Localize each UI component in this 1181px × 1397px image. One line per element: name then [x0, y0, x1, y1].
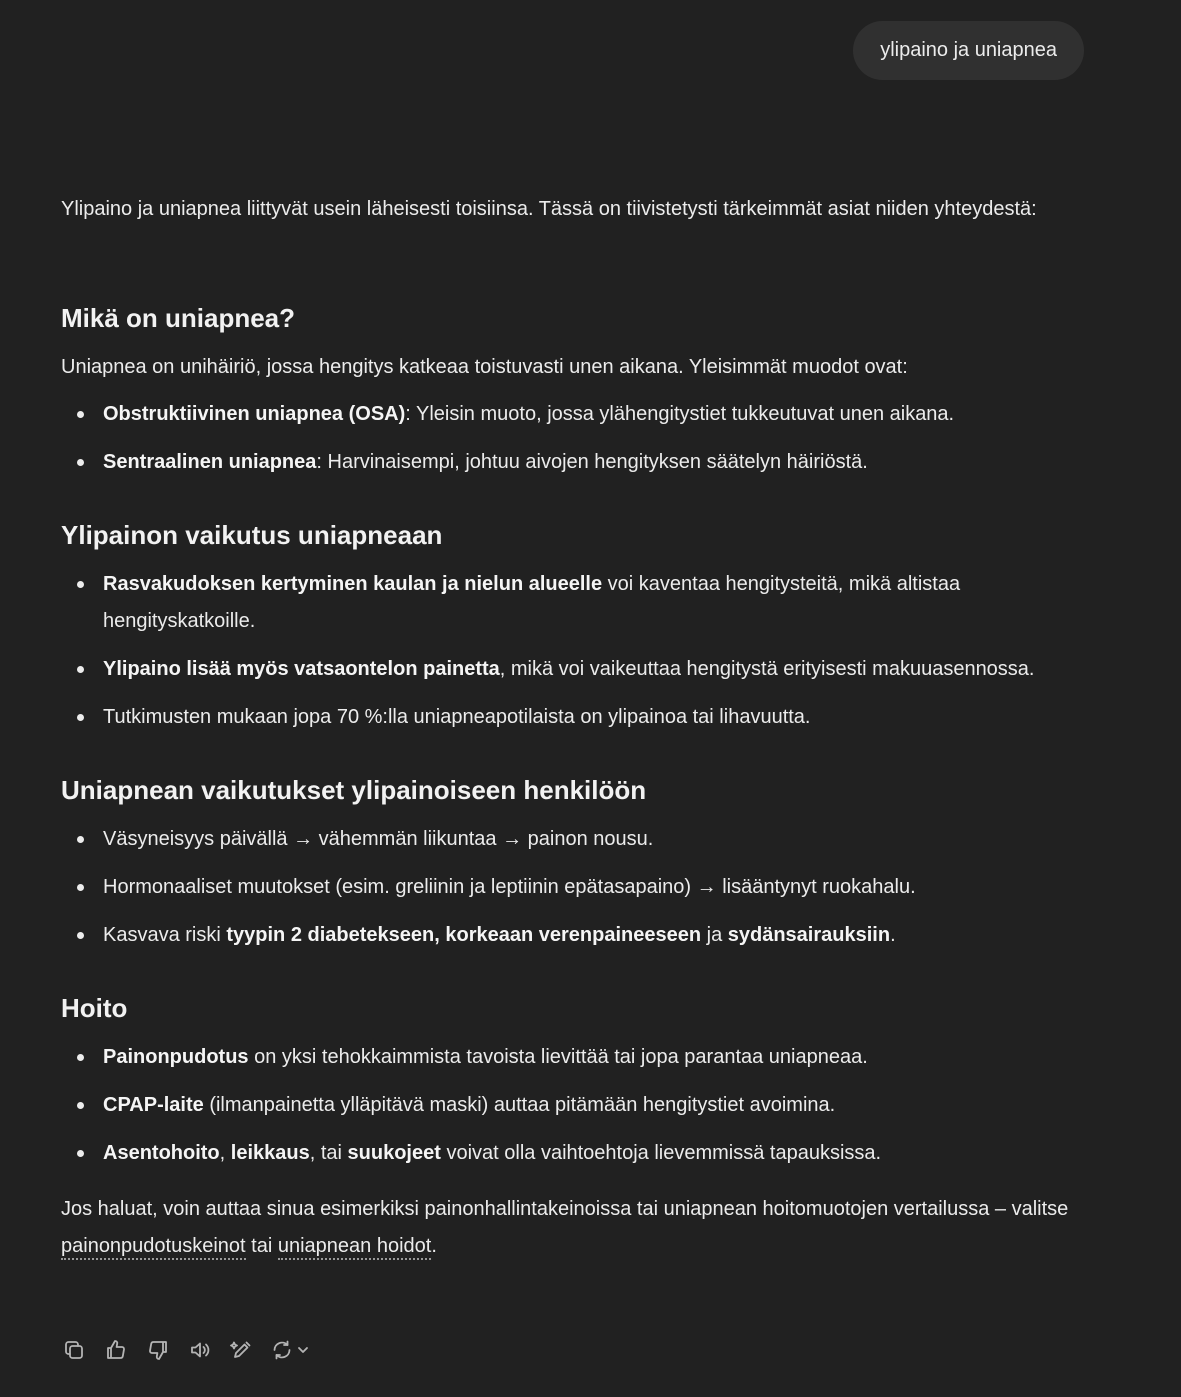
- assistant-response: [61, 191, 1091, 1265]
- intro-paragraph: Ylipaino ja uniapnea liittyvät usein läheisesti toisiinsa. Tässä on tiivistetysti tärkeimmät asiat niiden yhteydestä:: [61, 198, 1037, 220]
- thumbs-down-icon: [146, 1338, 170, 1362]
- section-what-is-sleep-apnea: [61, 264, 1091, 481]
- list-item: Väsyneisyys päivällä → vähemmän liikuntaa → painon nousu.: [61, 821, 1091, 858]
- list-item: Rasvakudoksen kertyminen kaulan ja nielun alueelle voi kaventaa hengitysteitä, mikä altistaa hengityskatkoille.: [61, 566, 1091, 640]
- outro-paragraph: Jos haluat, voin auttaa sinua esimerkiksi painonhallintakeinoissa tai uniapnean hoitomuotojen vertailussa – valitse painonpudotuskeinot tai uniapnean hoidot.: [61, 1191, 1091, 1265]
- edit-button[interactable]: [228, 1336, 256, 1364]
- section-overweight-effect: [61, 492, 1091, 736]
- bad-response-button[interactable]: [144, 1336, 172, 1364]
- list-item: Hormonaaliset muutokset (esim. greliinin ja leptiinin epätasapaino) → lisääntynyt ruokahalu.: [61, 869, 1091, 906]
- list-item: Asentohoito, leikkaus, tai suukojeet voivat olla vaihtoehtoja lievemmissä tapauksissa.: [61, 1135, 1091, 1172]
- copy-icon: [62, 1338, 86, 1362]
- section-apnea-effects: [61, 747, 1091, 954]
- edit-icon: [230, 1338, 254, 1362]
- list-item: Obstruktiivinen uniapnea (OSA): Yleisin muoto, jossa ylähengitystiet tukkeutuvat unen aikana.: [61, 396, 1091, 433]
- suggestion-link-apnea-treatments[interactable]: uniapnean hoidot: [278, 1235, 431, 1260]
- section-heading: Mikä on uniapnea?: [61, 303, 296, 333]
- bullet-list: [61, 566, 1091, 736]
- list-item: Tutkimusten mukaan jopa 70 %:lla uniapneapotilaista on ylipainoa tai lihavuutta.: [61, 699, 1091, 736]
- section-treatment: [61, 965, 1091, 1172]
- regenerate-button[interactable]: [270, 1336, 310, 1364]
- list-item: Sentraalinen uniapnea: Harvinaisempi, johtuu aivojen hengityksen säätelyn häiriöstä.: [61, 444, 1091, 481]
- regenerate-icon: [270, 1338, 294, 1362]
- copy-button[interactable]: [60, 1336, 88, 1364]
- read-aloud-icon: [188, 1338, 212, 1362]
- list-item: Kasvava riski tyypin 2 diabetekseen, korkeaan verenpaineeseen ja sydänsairauksiin.: [61, 917, 1091, 954]
- section-heading: Ylipainon vaikutus uniapneaan: [61, 520, 443, 550]
- section-lead: Uniapnea on unihäiriö, jossa hengitys katkeaa toistuvasti unen aikana. Yleisimmät muodot ovat:: [61, 356, 908, 378]
- bullet-list: [61, 396, 1091, 481]
- section-heading: Uniapnean vaikutukset ylipainoiseen henkilöön: [61, 775, 647, 805]
- user-message-bubble: ylipaino ja uniapnea: [853, 21, 1084, 80]
- bullet-list: [61, 1039, 1091, 1172]
- message-actions-bar: [60, 1334, 324, 1366]
- list-item: CPAP-laite (ilmanpainetta ylläpitävä maski) auttaa pitämään hengitystiet avoimina.: [61, 1087, 1091, 1124]
- suggestion-link-weight-loss[interactable]: painonpudotuskeinot: [61, 1235, 246, 1260]
- read-aloud-button[interactable]: [186, 1336, 214, 1364]
- bullet-list: [61, 821, 1091, 954]
- list-item: Painonpudotus on yksi tehokkaimmista tavoista lievittää tai jopa parantaa uniapneaa.: [61, 1039, 1091, 1076]
- good-response-button[interactable]: [102, 1336, 130, 1364]
- chevron-down-icon: [296, 1343, 310, 1357]
- section-heading: Hoito: [61, 993, 128, 1023]
- thumbs-up-icon: [104, 1338, 128, 1362]
- list-item: Ylipaino lisää myös vatsaontelon painetta, mikä voi vaikeuttaa hengitystä erityisesti makuuasennossa.: [61, 651, 1091, 688]
